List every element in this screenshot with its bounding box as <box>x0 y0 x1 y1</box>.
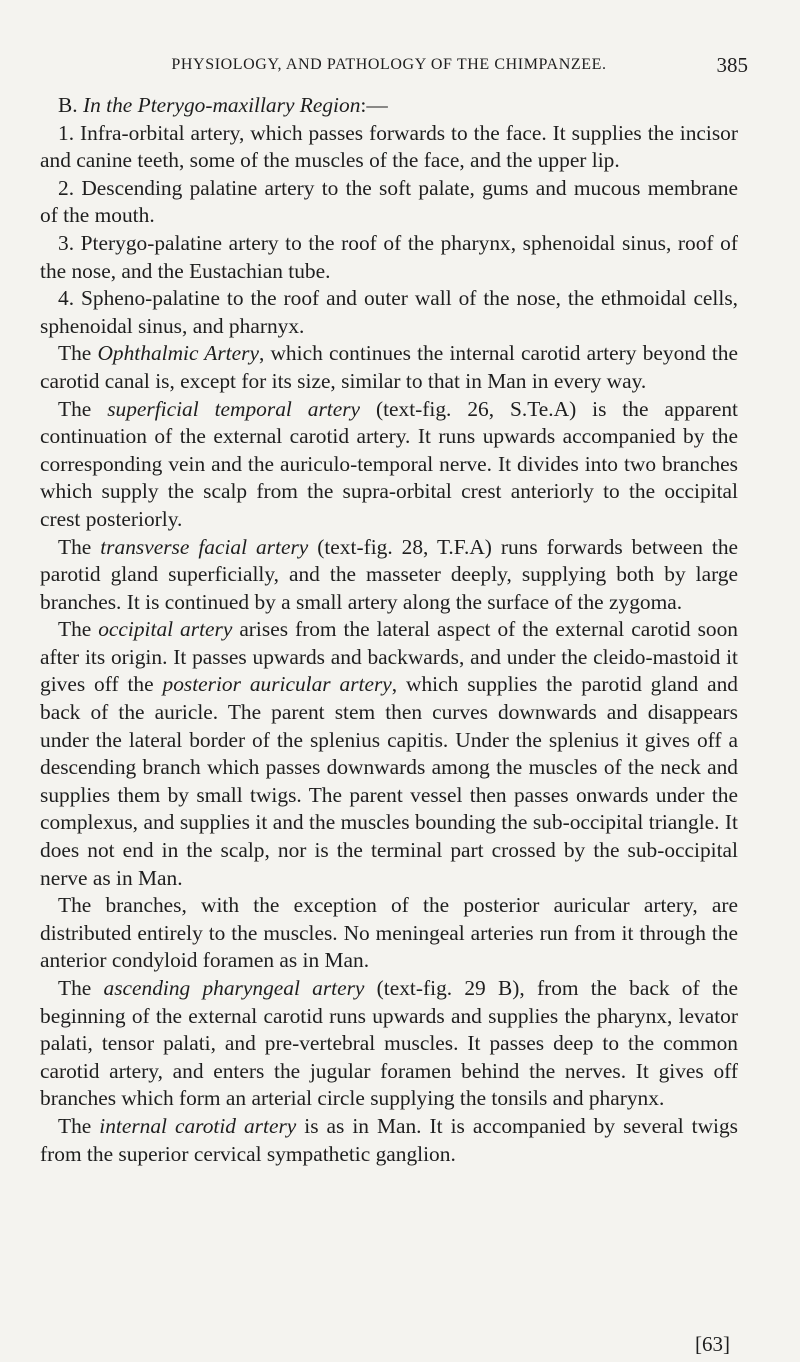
paragraph-transverse-facial-artery <box>40 534 738 617</box>
section-title: In the Pterygo-maxillary Region <box>82 93 361 117</box>
paragraph-ophthalmic-artery <box>40 340 738 395</box>
page-number: 385 <box>716 53 748 77</box>
paragraph-text: The <box>58 534 101 559</box>
paragraph-term: transverse facial artery <box>100 534 309 559</box>
paragraph-text: The <box>58 976 104 1000</box>
list-item: 4. Spheno-palatine to the roof and outer wall of the nose, the ethmoidal cells, sphenoidal sinus, and pharnyx. <box>40 286 738 338</box>
paragraph-text: The <box>58 1113 100 1138</box>
paragraph-term: ascending pharyngeal artery <box>103 976 365 1000</box>
list-item: 3. Pterygo-palatine artery to the roof of the pharynx, sphenoidal sinus, roof of the nose, and the Eustachian tube. <box>40 230 738 283</box>
paragraph-term: Ophthalmic Artery <box>97 341 259 366</box>
section-heading <box>40 92 738 120</box>
paragraph-text: The branches, with the exception of the posterior auricular artery, are distributed entirely to the muscles. No meningeal arteries run from it through the anterior condyloid foramen as in Man. <box>40 893 738 973</box>
paragraph-occipital-artery <box>40 616 738 892</box>
paragraph-term: internal carotid artery <box>99 1113 297 1138</box>
page-body <box>40 92 738 1168</box>
paragraph-text: (text-fig. 26, S.Te.A) is the apparent continuation of the external carotid artery. It runs upwards accompanied by the corresponding vein and the auriculo-temporal nerve. It divides into two branches which supply the scalp from the supra-orbital crest anteriorly to the occipital crest posteriorly. <box>40 396 738 531</box>
list-item: 1. Infra-orbital artery, which passes forwards to the face. It supplies the incisor and canine teeth, some of the muscles of the face, and the upper lip. <box>40 120 738 173</box>
running-head <box>40 50 748 80</box>
paragraph-text: (text-fig. 28, T.F.A) runs forwards between the parotid gland superficially, and the masseter deeply, supplying both by large branches. It is continued by a small artery along the surface of the zygoma. <box>40 534 739 614</box>
paragraph-occipital-branches <box>40 892 738 975</box>
paragraph-text: The <box>58 341 98 366</box>
paragraph-term: occipital artery <box>98 617 233 642</box>
paragraph-text: is as in Man. It is accompanied by several twigs from the superior cervical sympathetic ganglion. <box>40 1113 738 1166</box>
running-title: PHYSIOLOGY, AND PATHOLOGY OF THE CHIMPANZEE. <box>171 56 607 73</box>
paragraph-text: The <box>58 617 99 642</box>
paragraph-text: The <box>58 396 108 421</box>
paragraph-text: , which continues the internal carotid artery beyond the carotid canal is, except for its size, similar to that in Man in every way. <box>40 341 739 393</box>
paragraph-text: (text-fig. 29 B), from the back of the beginning of the external carotid runs upwards and supplies the pharynx, levator palati, tensor palati, and pre-vertebral muscles. It passes deep to the common carotid artery, and enters the jugular foramen behind the nerves. It gives off branches which form an arterial circle supplying the tonsils and pharynx. <box>40 976 738 1111</box>
paragraph-text: , which supplies the parotid gland and back of the auricle. The parent stem then curves downwards and disappears under the lateral border of the splenius capitis. Under the splenius it gives off a descending branch which passes downwards among the muscles of the neck and supplies them by small twigs. The parent vessel then passes onwards under the complexus, and supplies it and the muscles bounding the sub-occipital triangle. It does not end in the scalp, nor is the terminal part crossed by the sub-occipital nerve as in Man. <box>40 672 738 890</box>
list-item: 2. Descending palatine artery to the soft palate, gums and mucous membrane of the mouth. <box>40 175 738 228</box>
paragraph-superficial-temporal-artery <box>40 396 738 534</box>
paragraph-term: superficial temporal artery <box>107 396 361 421</box>
paragraph-ascending-pharyngeal-artery <box>40 975 738 1113</box>
paragraph-term: posterior auricular artery <box>162 672 392 697</box>
paragraph-internal-carotid-artery <box>40 1113 738 1168</box>
section-letter: B. <box>58 93 78 117</box>
paragraph-text: arises from the lateral aspect of the external carotid soon after its origin. It passes upwards and backwards, and under the cleido-mastoid it gives off the <box>40 617 738 697</box>
plate-mark: [63] <box>695 1332 730 1356</box>
section-suffix: :— <box>360 93 388 117</box>
